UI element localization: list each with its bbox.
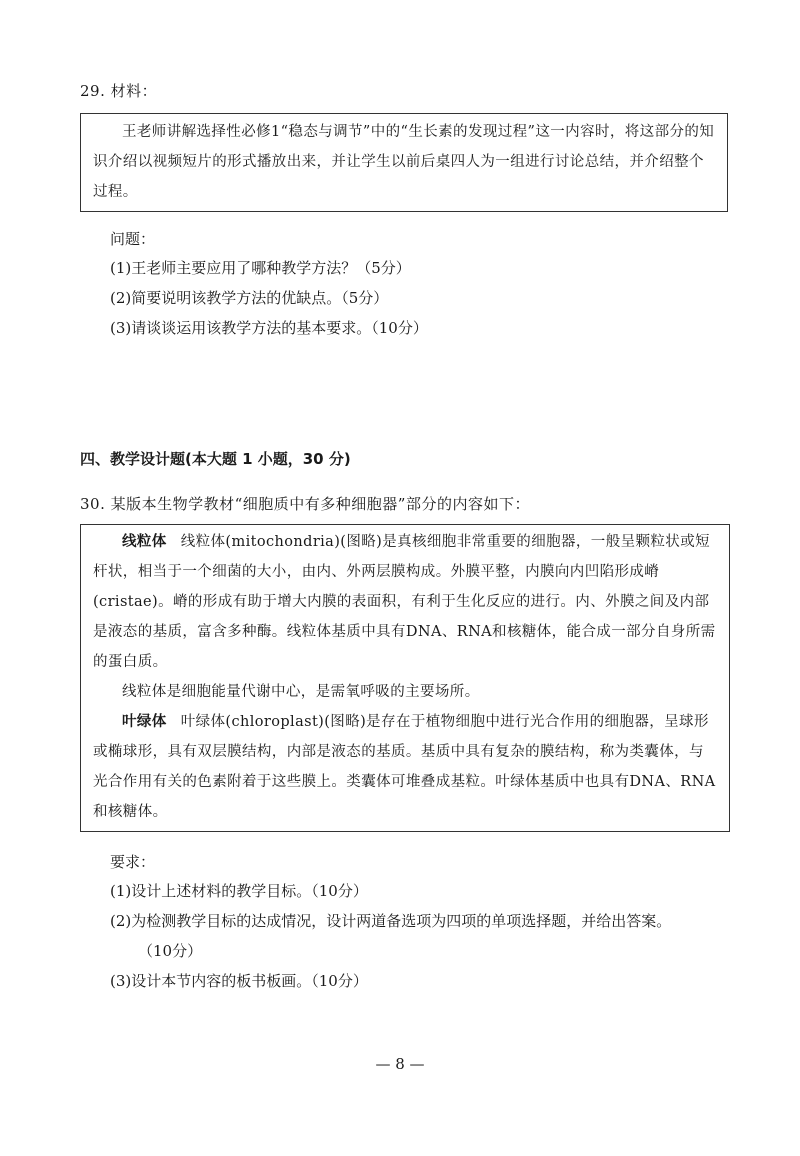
question-30-material-box (80, 524, 730, 832)
question-30-requirement-list (110, 876, 671, 996)
mitochondria-text: 线粒体(mitochondria)(图略)是真核细胞非常重要的细胞器，一般呈颗粒状或短杆状，相当于一个细菌的大小，由内、外两层膜构成。外膜平整，内膜向内凹陷形成嵴(cristae)。嵴的形成有助于增大内膜的表面积，有利于生化反应的进行。内、外膜之间及内部是液态的基质，富含多种酶。线粒体基质中具有DNA、RNA和核糖体，能合成一部分自身所需的蛋白质。 (93, 534, 716, 670)
question-30-item-continuation: （10分） (138, 942, 203, 960)
question-29-item: (3)请谈谈运用该教学方法的基本要求。（10分） (110, 319, 428, 337)
section-heading: 四、教学设计题(本大题 1 小题，30 分) (80, 450, 351, 468)
mitochondria-summary: 线粒体是细胞能量代谢中心，是需氧呼吸的主要场所。 (122, 684, 480, 700)
question-29-questions-label: 问题： (110, 230, 156, 248)
question-29-heading: 29. 材料： (80, 82, 158, 100)
chloroplast-term: 叶绿体 (122, 714, 167, 730)
question-30-item: (2)为检测教学目标的达成情况，设计两道备选项为四项的单项选择题，并给出答案。 (110, 912, 672, 930)
question-29-item: (2)简要说明该教学方法的优缺点。（5分） (110, 289, 389, 307)
chloroplast-text: 叶绿体(chloroplast)(图略)是存在于植物细胞中进行光合作用的细胞器，呈球形或椭球形，具有双层膜结构，内部是液态的基质。基质中具有复杂的膜结构，称为类囊体，与光合作用有关的色素附着于这些膜上。类囊体可堆叠成基粒。叶绿体基质中也具有DNA、RNA和核糖体。 (93, 714, 716, 820)
page-number: — 8 — (375, 1055, 425, 1073)
chloroplast-paragraph (93, 707, 717, 827)
question-30-requirements-label: 要求： (110, 853, 156, 871)
mitochondria-term: 线粒体 (122, 534, 167, 550)
question-29-item: (1)王老师主要应用了哪种教学方法？（5分） (110, 259, 411, 277)
question-30-item: (3)设计本节内容的板书板画。（10分） (110, 972, 368, 990)
question-29-material-text: 王老师讲解选择性必修1“稳态与调节”中的“生长素的发现过程”这一内容时，将这部分的知识介绍以视频短片的形式播放出来，并让学生以前后桌四人为一组进行讨论总结，并介绍整个过程。 (93, 124, 715, 200)
mitochondria-paragraph (93, 527, 717, 677)
question-29-question-list (110, 253, 428, 343)
question-29-material-box (80, 113, 728, 212)
question-30-item: (1)设计上述材料的教学目标。（10分） (110, 882, 368, 900)
question-30-heading: 30. 某版本生物学教材“细胞质中有多种细胞器”部分的内容如下： (80, 495, 530, 513)
